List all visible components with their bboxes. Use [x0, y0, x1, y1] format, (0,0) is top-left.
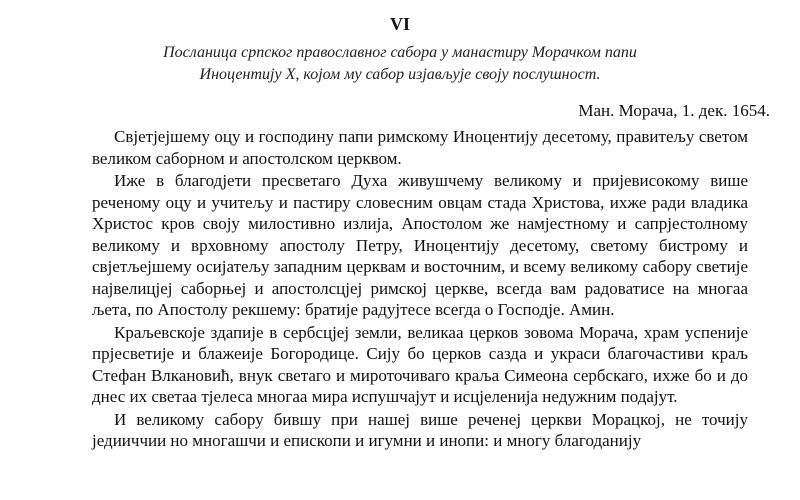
chapter-number: VI	[389, 14, 410, 34]
paragraph-2: Иже в благодјети пресветаго Духа живушчему великому и пријевисокому више реченому оцу и учитељу и пастиру словесним овцам стада Христова, ихже ради владика Христос кров своју милостивно излија, Апостолом же намјестному и сапрјестолному великому и врховному апостолу Петру, Иноцентију десетому, светому бистрому и свјетљејшему осијатељу западним церквам и восточним, и всему великому сабору светије највелицјеј саборњеј и апостолсцјеј римској церкве, всегда вам радоватисе на многаа љета, по Апостолу рекшему: братије радујтесе всегда о Господје. Амин.	[92, 171, 748, 319]
chapter-subtitle	[0, 42, 800, 86]
subtitle-line-1: Посланица српског православног сабора у манастиру Морачком папи	[163, 44, 637, 61]
dateline: Ман. Морача, 1. дек. 1654.	[578, 101, 770, 120]
paragraph-3: Краљевскоје здапије в сербсцјеј земли, великаа церков зовома Морача, храм успеније прјесветије и блажеије Богородице. Сију бо церков сазда и украси благочастиви краљ Стефан Влкановић, внук светаго и мироточиваго краља Симеона сербскаго, ихже бо и до днес их светаа тјелеса многаа мира испушчајут и исцјеленија недужним подајут.	[92, 322, 748, 406]
body-text	[92, 126, 748, 453]
page-bottom-fade	[0, 486, 800, 500]
subtitle-line-2: Иноцентију X, којом му сабор изјављује своју послушност.	[199, 66, 601, 83]
paragraph-4: И великому сабору бившу при нашеј више реченеј церкви Морацкој, не точију једииччии но многашчи и епископи и игумни и инопи: и многу благоданију	[92, 409, 748, 450]
paragraph-1: Свјетјејшему оцу и господину папи римскому Иноцентију десетому, правитељу светом великом саборном и апостолском церквом.	[92, 127, 748, 168]
